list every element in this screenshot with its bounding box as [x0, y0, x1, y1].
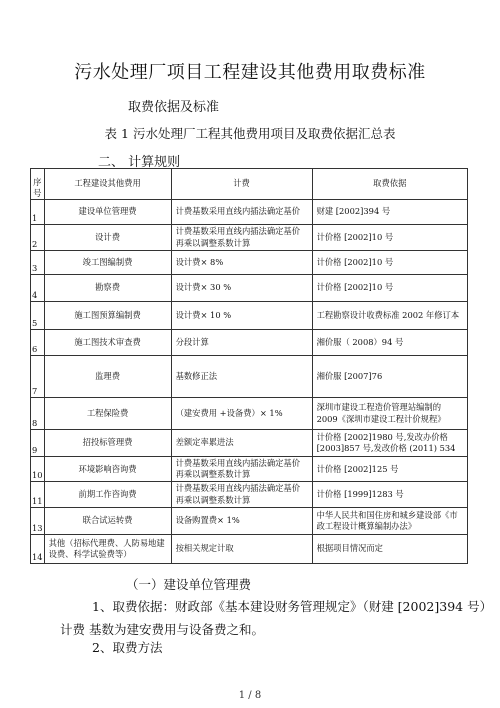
row-basis: 计价格 [2002]125 号 — [312, 457, 467, 482]
row-calc: 计费基数采用直线内插法确定基价 — [171, 200, 312, 225]
row-no: 13 — [31, 507, 45, 534]
row-no: 7 — [31, 356, 45, 398]
row-item: 施工图技术审查费 — [44, 330, 171, 356]
table-row — [31, 398, 468, 430]
table-row — [31, 482, 468, 507]
row-calc: 基数修正法 — [171, 356, 312, 398]
row-basis: 计价格 [2002]10 号 — [312, 225, 467, 251]
row-no: 14 — [31, 534, 45, 563]
row-basis: 计价格 [2002]1980 号,发改办价格 [2003]857 号,发改价格 (2011) 534 — [312, 430, 467, 457]
row-basis: 湘价服（ 2008）94 号 — [312, 330, 467, 356]
table-row — [31, 356, 468, 398]
row-item: 工程保险费 — [44, 398, 171, 430]
row-item: 竣工图编制费 — [44, 251, 171, 275]
paragraph-basis-cont: 计费 基数为建安费用与设备费之和。 — [60, 622, 264, 637]
row-basis: 财建 [2002]394 号 — [312, 200, 467, 225]
table-row — [31, 457, 468, 482]
row-calc: 设计费× 30 % — [171, 275, 312, 302]
table-row — [31, 507, 468, 534]
section-heading: （一）建设单位管理费 — [126, 577, 252, 592]
paragraph-method: 2、取费方法 — [92, 640, 163, 655]
row-no: 6 — [31, 330, 45, 356]
row-item: 前期工作咨询费 — [44, 482, 171, 507]
row-calc: 按相关规定计取 — [171, 534, 312, 563]
row-basis: 工程勘察设计收费标准 2002 年修订本 — [312, 302, 467, 330]
row-no: 2 — [31, 225, 45, 251]
table-row — [31, 534, 468, 563]
row-calc: 设计费× 10 % — [171, 302, 312, 330]
row-no: 5 — [31, 302, 45, 330]
section-subtitle: 取费依据及标准 — [128, 100, 220, 115]
row-calc: 设计费× 8% — [171, 251, 312, 275]
header-item: 工程建设其他费用 — [44, 169, 171, 200]
paragraph-basis: 1、取费依据：财政部《基本建设财务管理规定》（财建 [2002]394 号） — [92, 599, 493, 614]
table-row — [31, 275, 468, 302]
row-calc: 差额定率累进法 — [171, 430, 312, 457]
row-no: 11 — [31, 482, 45, 507]
row-calc: 计费基数采用直线内插法确定基价再乘以调整系数计算 — [171, 457, 312, 482]
row-no: 10 — [31, 457, 45, 482]
row-basis: 根据项目情况而定 — [312, 534, 467, 563]
row-basis: 湘价服 [2007]76 — [312, 356, 467, 398]
row-calc: 计费基数采用直线内插法确定基价再乘以调整系数计算 — [171, 482, 312, 507]
row-item: 联合试运转费 — [44, 507, 171, 534]
row-item: 设计费 — [44, 225, 171, 251]
row-calc: 分段计算 — [171, 330, 312, 356]
document-title: 污水处理厂项目工程建设其他费用取费标准 — [74, 62, 426, 83]
row-item: 监理费 — [44, 356, 171, 398]
page-number: 1 / 8 — [238, 690, 262, 701]
row-no: 1 — [31, 200, 45, 225]
header-no: 序号 — [31, 169, 45, 200]
row-no: 3 — [31, 251, 45, 275]
row-item: 环境影响咨询费 — [44, 457, 171, 482]
table-row — [31, 251, 468, 275]
table-row — [31, 225, 468, 251]
row-basis: 中华人民共和国住房和城乡建设部《市政工程设计概算编制办法》 — [312, 507, 467, 534]
row-no: 9 — [31, 430, 45, 457]
row-item: 勘察费 — [44, 275, 171, 302]
table-caption: 表 1 污水处理厂工程其他费用项目及取费依据汇总表 — [104, 126, 396, 141]
row-calc: （建安费用 +设备费）× 1% — [171, 398, 312, 430]
header-calc: 计费 — [171, 169, 312, 200]
row-calc: 计费基数采用直线内插法确定基价再乘以调整系数计算 — [171, 225, 312, 251]
row-item: 施工图预算编制费 — [44, 302, 171, 330]
row-no: 8 — [31, 398, 45, 430]
fee-table — [30, 168, 468, 564]
row-item: 招投标管理费 — [44, 430, 171, 457]
table-row — [31, 330, 468, 356]
row-no: 4 — [31, 275, 45, 302]
row-item: 建设单位管理费 — [44, 200, 171, 225]
table-row — [31, 200, 468, 225]
row-basis: 深圳市建设工程造价管理站编制的 2009《深圳市建设工程计价规程》 — [312, 398, 467, 430]
calc-rule-heading: 二、 计算规则 — [98, 155, 181, 170]
row-item: 其他（招标代理费、人防易地建设费、科学试验费等） — [44, 534, 171, 563]
row-basis: 计价格 [2002]10 号 — [312, 275, 467, 302]
row-calc: 设备购置费× 1% — [171, 507, 312, 534]
row-basis: 计价格 [1999]1283 号 — [312, 482, 467, 507]
table-row — [31, 302, 468, 330]
header-basis: 取费依据 — [312, 169, 467, 200]
table-row — [31, 430, 468, 457]
row-basis: 计价格 [2002]10 号 — [312, 251, 467, 275]
table-header-row — [31, 169, 468, 200]
